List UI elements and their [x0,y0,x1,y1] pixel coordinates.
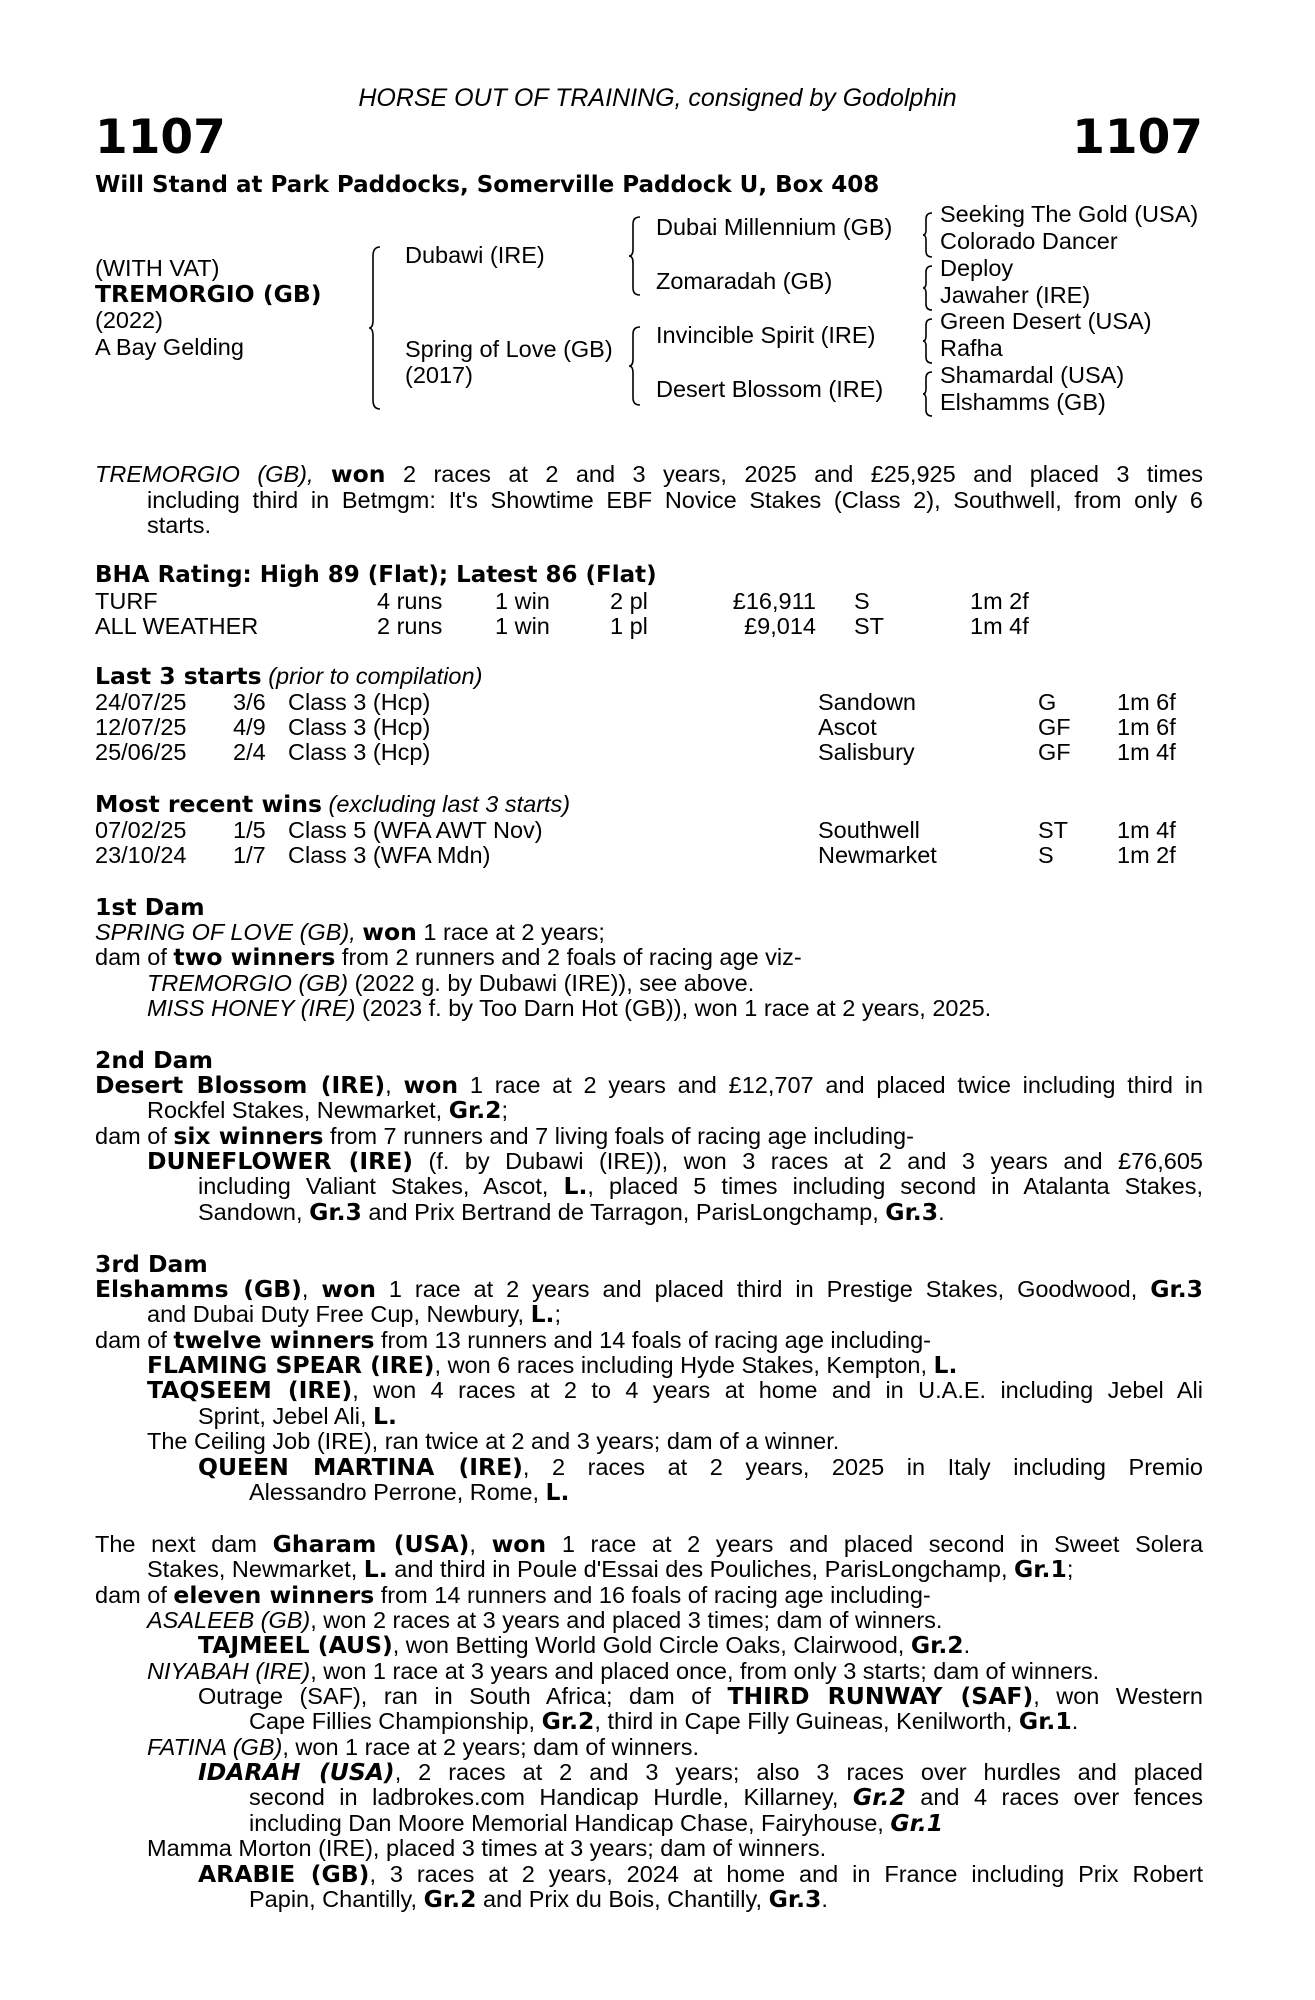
dam1-progeny: MISS HONEY (IRE) (2023 f. by Too Darn Hot (GB)), won 1 race at 2 years, 2025. [147,995,992,1021]
dam3-progeny-line-2: Sprint, Jebel Ali, L. [198,1402,397,1430]
dam3-line-2: and Dubai Duty Free Cup, Newbury, L.; [147,1300,562,1328]
pedigree-brace-sire [628,216,642,296]
dam3-line-1: Elshamms (GB), won 1 race at 2 years and placed third in Prestige Stakes, Goodwood, Gr.3 [95,1275,1204,1303]
nextdam-grand-progeny: Outrage (SAF), ran in South Africa; dam of THIRD RUNWAY (SAF), won Western [198,1682,1203,1710]
pedigree-brace-dd [922,371,934,417]
pedigree-dam-year: (2017) [405,362,473,388]
pedigree-sire: Dubawi (IRE) [405,242,545,268]
pedigree-g3-7: Shamardal (USA) [940,362,1125,388]
nextdam-grand-progeny: IDARAH (USA), 2 races at 2 and 3 years; also 3 races over hurdles and placed [198,1758,1203,1786]
pedigree-g3-6: Rafha [940,335,1003,361]
nextdam-line-1: The next dam Gharam (USA), won 1 race at 2 years and placed second in Sweet Solera [95,1530,1204,1558]
dam2-progeny-line-3: Sandown, Gr.3 and Prix Bertrand de Tarragon, ParisLongchamp, Gr.3. [198,1198,945,1226]
lot-number-left: 1107 [95,110,226,165]
lot-number-right: 1107 [1072,110,1203,165]
pedigree-brace-ss [922,212,934,258]
rating-row: TURF 4 runs 1 win 2 pl £16,911 S 1m 2f [95,588,1029,614]
pedigree-g3-1: Seeking The Gold (USA) [940,201,1199,227]
pedigree-sire-sire: Dubai Millennium (GB) [656,214,893,240]
dam1-progeny: TREMORGIO (GB) (2022 g. by Dubawi (IRE)), see above. [147,970,755,996]
pedigree-g3-3: Deploy [940,255,1014,281]
dam3-heading: 3rd Dam [95,1250,208,1278]
rating-row: ALL WEATHER 2 runs 1 win 1 pl £9,014 ST 1m 4f [95,613,1029,639]
nextdam-grand-progeny: TAJMEEL (AUS), won Betting World Gold Circle Oaks, Clairwood, Gr.2. [198,1631,971,1659]
nextdam-progeny: FATINA (GB), won 1 race at 2 years; dam of winners. [147,1734,700,1760]
start-row: 12/07/25 4/9 Class 3 (Hcp) Ascot GF 1m 6f [95,714,1176,740]
summary-line-3: starts. [147,512,211,538]
dam1-line-1: SPRING OF LOVE (GB), won 1 race at 2 years; [95,918,605,946]
pedigree-dam: Spring of Love (GB) [405,336,613,362]
nextdam-grand-progeny-line-2: second in ladbrokes.com Handicap Hurdle, Killarney, Gr.2 and 4 races over fences [249,1783,1203,1811]
nextdam-grand-progeny: ARABIE (GB), 3 races at 2 years, 2024 at home and in France including Prix Robert [198,1860,1204,1888]
last3-heading: Last 3 starts (prior to compilation) [95,662,483,690]
nextdam-progeny: NIYABAH (IRE), won 1 race at 3 years and placed once, from only 3 starts; dam of winners. [147,1658,1100,1684]
horse-description: A Bay Gelding [95,334,244,360]
horse-year: (2022) [95,307,163,333]
rating-title: BHA Rating: High 89 (Flat); Latest 86 (Flat) [95,562,657,588]
start-row: 24/07/25 3/6 Class 3 (Hcp) Sandown G 1m 6f [95,689,1176,715]
nextdam-grand-progeny-line-2: Papin, Chantilly, Gr.2 and Prix du Bois, Chantilly, Gr.3. [249,1885,828,1913]
nextdam-grand-progeny-line-3: including Dan Moore Memorial Handicap Chase, Fairyhouse, Gr.1 [249,1809,944,1837]
nextdam-progeny: ASALEEB (GB), won 2 races at 3 years and placed 3 times; dam of winners. [147,1607,943,1633]
win-row: 07/02/25 1/5 Class 5 (WFA AWT Nov) Southwell ST 1m 4f [95,817,1176,843]
dam2-heading: 2nd Dam [95,1046,213,1074]
dam2-progeny: DUNEFLOWER (IRE) (f. by Dubawi (IRE)), won 3 races at 2 and 3 years and £76,605 [147,1147,1203,1175]
dam2-line-2: Rockfel Stakes, Newmarket, Gr.2; [147,1096,509,1124]
catalogue-header: HORSE OUT OF TRAINING, consigned by Godolphin [358,84,957,112]
dam2-progeny-line-2: including Valiant Stakes, Ascot, L., placed 5 times including second in Atalanta Stakes, [198,1172,1203,1200]
recent-wins-heading: Most recent wins (excluding last 3 starts) [95,790,571,818]
pedigree-brace-main [368,246,382,410]
dam3-progeny: FLAMING SPEAR (IRE), won 6 races including Hyde Stakes, Kempton, L. [147,1351,958,1379]
summary-line-2: including third in Betmgm: It's Showtime EBF Novice Stakes (Class 2), Southwell, from only 6 [147,487,1203,513]
dam3-grand-progeny-line-2: Alessandro Perrone, Rome, L. [249,1478,570,1506]
pedigree-g3-2: Colorado Dancer [940,228,1118,254]
nextdam-grand-progeny-line-2: Cape Fillies Championship, Gr.2, third in Cape Filly Guineas, Kenilworth, Gr.1. [249,1707,1079,1735]
dam3-grand-progeny: QUEEN MARTINA (IRE), 2 races at 2 years, 2025 in Italy including Premio [198,1453,1203,1481]
pedigree-brace-ds [922,318,934,364]
pedigree-dam-sire: Invincible Spirit (IRE) [656,322,876,348]
pedigree-dam-dam: Desert Blossom (IRE) [656,376,884,402]
dam3-progeny: TAQSEEM (IRE), won 4 races at 2 to 4 years at home and in U.A.E. including Jebel Ali [147,1376,1203,1404]
dam2-line-3: dam of six winners from 7 runners and 7 living foals of racing age including- [95,1122,914,1150]
dam3-line-3: dam of twelve winners from 13 runners and 14 foals of racing age including- [95,1326,931,1354]
pedigree-brace-dam [628,326,642,406]
dam1-line-2: dam of two winners from 2 runners and 2 foals of racing age viz- [95,943,802,971]
pedigree-sire-dam: Zomaradah (GB) [656,268,833,294]
dam1-heading: 1st Dam [95,893,205,921]
summary-line-1: TREMORGIO (GB), won 2 races at 2 and 3 years, 2025 and £25,925 and placed 3 times [95,460,1204,488]
nextdam-line-3: dam of eleven winners from 14 runners and 16 foals of racing age including- [95,1581,931,1609]
pedigree-brace-sd [922,265,934,311]
pedigree-g3-4: Jawaher (IRE) [940,282,1091,308]
start-row: 25/06/25 2/4 Class 3 (Hcp) Salisbury GF 1m 4f [95,739,1176,765]
nextdam-progeny: Mamma Morton (IRE), placed 3 times at 3 years; dam of winners. [147,1835,827,1861]
dam2-line-1: Desert Blossom (IRE), won 1 race at 2 years and £12,707 and placed twice including third in [95,1071,1204,1099]
horse-name: TREMORGIO (GB) [95,280,322,308]
nextdam-line-2: Stakes, Newmarket, L. and third in Poule d'Essai des Pouliches, ParisLongchamp, Gr.1; [147,1555,1074,1583]
stand-location: Will Stand at Park Paddocks, Somerville Paddock U, Box 408 [95,172,880,198]
vat-label: (WITH VAT) [95,255,220,281]
win-row: 23/10/24 1/7 Class 3 (WFA Mdn) Newmarket S 1m 2f [95,842,1176,868]
pedigree-g3-5: Green Desert (USA) [940,308,1152,334]
pedigree-g3-8: Elshamms (GB) [940,389,1106,415]
dam3-progeny: The Ceiling Job (IRE), ran twice at 2 and 3 years; dam of a winner. [147,1428,840,1454]
